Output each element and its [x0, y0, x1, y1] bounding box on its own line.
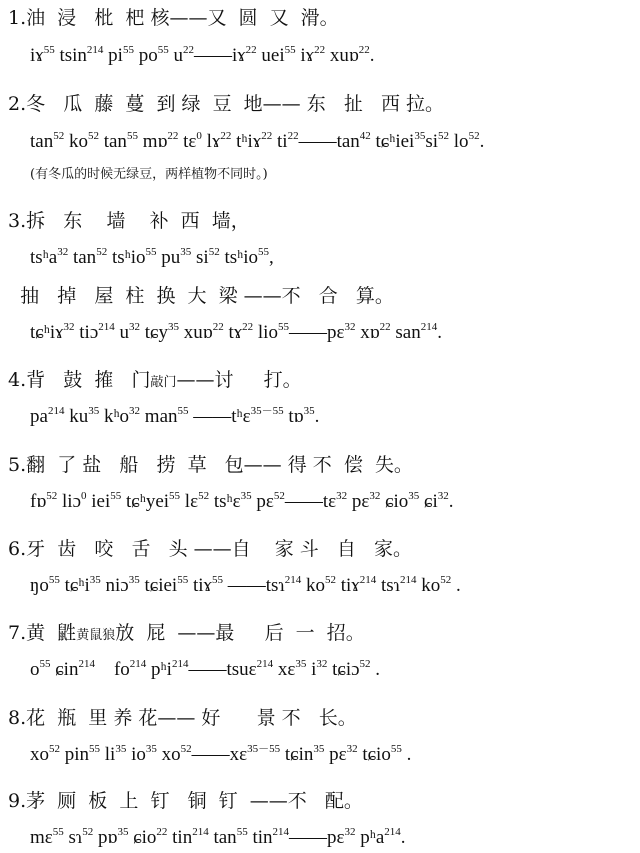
text-run: 放 屁 ——最 后 一 招。	[115, 622, 365, 644]
entry-ipa-line-2	[30, 321, 442, 345]
tone-number: 35	[168, 321, 179, 333]
tone-number: 55	[211, 574, 223, 586]
text-run: .	[400, 827, 406, 848]
text-run: pɛ	[251, 491, 274, 512]
tone-number: 52	[468, 130, 480, 142]
text-run: iei	[86, 491, 111, 512]
text-run: pin	[60, 744, 90, 765]
tone-number: 32	[346, 743, 358, 755]
tone-number: 52	[96, 246, 108, 258]
entry-chinese-line	[8, 92, 444, 116]
text-run: tiɤ	[335, 575, 360, 596]
tone-number: 22	[314, 44, 326, 56]
text-run: ɕi	[419, 491, 438, 512]
entry-ipa-line	[30, 405, 319, 429]
text-run: .	[451, 575, 461, 596]
tone-number: 55	[126, 130, 138, 142]
text-run: tɛ	[178, 131, 197, 152]
tone-number: 214	[129, 658, 147, 670]
text-run: ɕio	[128, 827, 157, 848]
text-run: tsʰio	[219, 247, 258, 268]
text-run: si	[191, 247, 209, 268]
text-run: lɤ	[201, 131, 221, 152]
tone-number: 32	[129, 405, 141, 417]
text-run: lo	[449, 131, 469, 152]
text-run: xuɒ	[179, 322, 213, 343]
tone-number: 55	[236, 826, 248, 838]
entry-ipa-line	[30, 658, 380, 682]
tone-number: 214	[171, 658, 189, 670]
text-run: tin	[247, 827, 273, 848]
tone-number: 214	[256, 658, 274, 670]
tone-number: 22	[358, 44, 370, 56]
text-run: ɕio	[380, 491, 409, 512]
text-run: ——iɤ	[193, 45, 246, 66]
tone-number: 22	[287, 130, 299, 142]
text-run: tiɤ	[188, 575, 212, 596]
text-run: tɕy	[140, 322, 168, 343]
tone-number: 52	[87, 130, 99, 142]
tone-number: 32	[369, 490, 381, 502]
entry-ipa-line	[30, 574, 461, 598]
tone-number: 52	[359, 658, 371, 670]
text-run: 8.花 瓶 里 养 花—— 好 景 不 长。	[8, 707, 357, 729]
text-run: tɕio	[357, 744, 391, 765]
tone-number: 52	[180, 743, 192, 755]
tone-number: 52	[440, 574, 452, 586]
entry-chinese-line	[8, 6, 339, 30]
text-run: io	[126, 744, 146, 765]
text-run: niɔ	[100, 575, 129, 596]
tone-number: 22	[156, 826, 168, 838]
tone-number: 35	[180, 246, 192, 258]
tone-number: 52	[49, 743, 60, 755]
inline-gloss: 黄鼠狼	[76, 628, 116, 643]
tone-number: 214	[86, 44, 104, 56]
tone-number: 55	[43, 44, 55, 56]
text-run: pʰi	[146, 659, 172, 680]
tone-number: 214	[384, 826, 401, 838]
text-run: ko	[64, 131, 88, 152]
tone-number: 214	[47, 405, 65, 417]
text-run: tsʰɛ	[209, 491, 241, 512]
text-run: .	[314, 406, 320, 427]
tone-number: 0	[196, 130, 202, 142]
tone-number: 55	[277, 321, 289, 333]
tone-number: 52	[324, 574, 336, 586]
text-run: tan	[68, 247, 97, 268]
tone-number: 35	[295, 658, 307, 670]
text-run: iɤ	[30, 45, 44, 66]
text-run: .	[370, 659, 381, 680]
tone-number: 35	[303, 405, 315, 417]
text-run: 4.背 鼓 搉 门	[8, 369, 151, 391]
text-run: mɒ	[137, 131, 168, 152]
tone-number: 35	[414, 130, 426, 142]
tone-number: 52	[438, 130, 450, 142]
tone-number: 214	[420, 321, 438, 333]
text-run: 1.油 浸 枇 杷 核——又 圆 又 滑。	[8, 7, 339, 29]
tone-number: 52	[46, 490, 58, 502]
tone-number: 32	[344, 321, 356, 333]
text-run: fo	[94, 659, 130, 680]
tone-number: 22	[220, 130, 232, 142]
entry-ipa-line	[30, 490, 454, 514]
tone-number: 55	[52, 826, 64, 838]
text-run: mɛ	[30, 827, 53, 848]
text-run: ti	[272, 131, 288, 152]
text-run: iɤ	[295, 45, 315, 66]
tone-number: 55	[390, 743, 402, 755]
text-run: .	[479, 131, 485, 152]
tone-number: 55	[122, 44, 134, 56]
inline-gloss: 敲门	[150, 375, 177, 390]
tone-number: 35	[240, 490, 252, 502]
text-run: 抽 掉 屋 柱 换 大 梁 ——不 合 算。	[8, 285, 394, 307]
text-run: 2.冬 瓜 藤 蔓 到 绿 豆 地—— 东 扯 西 拉。	[8, 93, 444, 115]
tone-number: 32	[129, 321, 141, 333]
tone-number: 32	[344, 826, 356, 838]
text-run: xo	[30, 744, 49, 765]
tone-number: 32	[316, 658, 328, 670]
text-run: ——tʰɛ	[188, 406, 251, 427]
text-run: ŋo	[30, 575, 49, 596]
text-run: ko	[416, 575, 441, 596]
tone-number: 214	[284, 574, 302, 586]
entry-ipa-line	[30, 130, 484, 154]
text-run: pa	[30, 406, 48, 427]
text-run: 9.茅 厕 板 上 钉 铜 钉 ——不 配。	[8, 790, 363, 812]
text-run: tɕiɔ	[327, 659, 360, 680]
text-run: fɒ	[30, 491, 47, 512]
text-run: tan	[30, 131, 54, 152]
tone-number: 55	[110, 490, 122, 502]
tone-number: 22	[182, 44, 194, 56]
text-run: u	[168, 45, 183, 66]
tone-number: 214	[399, 574, 417, 586]
tone-number: 32	[63, 321, 75, 333]
tone-number: 52	[82, 826, 94, 838]
tone-number: 55	[39, 658, 51, 670]
text-run: po	[133, 45, 158, 66]
entry-ipa-line	[30, 246, 274, 270]
tone-number: 55	[177, 405, 189, 417]
text-run: ——tsɿ	[222, 575, 285, 596]
text-run: 3.拆 东 墙 补 西 墙，	[8, 210, 250, 232]
tone-number: 55	[157, 44, 169, 56]
entry-chinese-line-2	[8, 284, 394, 308]
tone-number: 214	[272, 826, 289, 838]
entry-chinese-line	[8, 621, 365, 648]
text-run: 5.翻 了 盐 船 捞 草 包—— 得 不 偿 失。	[8, 454, 413, 476]
text-run: ——pɛ	[289, 827, 345, 848]
text-run: li	[100, 744, 116, 765]
text-run: u	[114, 322, 130, 343]
tone-number: 32	[336, 490, 348, 502]
tone-number: 22	[212, 321, 224, 333]
tone-number: 32	[437, 490, 449, 502]
tone-number: 52	[198, 490, 210, 502]
text-run: tɕʰyei	[121, 491, 170, 512]
tone-number: 32	[57, 246, 69, 258]
text-run: tɒ	[283, 406, 304, 427]
text-run: lio	[253, 322, 278, 343]
text-run: san	[390, 322, 421, 343]
text-run: ——pɛ	[288, 322, 345, 343]
text-run: ——tan	[298, 131, 360, 152]
tone-number: 214	[98, 321, 115, 333]
text-run: pu	[156, 247, 181, 268]
text-run: .	[369, 45, 375, 66]
text-run: ——xɛ	[191, 744, 248, 765]
text-run: 6.牙 齿 咬 舌 头 ——自 家 斗 自 家。	[8, 538, 413, 560]
text-run: xuɒ	[325, 45, 359, 66]
text-run: ko	[301, 575, 325, 596]
tone-number: 22	[379, 321, 391, 333]
text-run: 7.黄 鼪	[8, 622, 77, 644]
text-run: o	[30, 659, 40, 680]
text-run: xɛ	[273, 659, 296, 680]
text-run: tɕiei	[139, 575, 178, 596]
tone-number: 52	[273, 490, 285, 502]
entry-ipa-line	[30, 44, 375, 68]
entry-chinese-line	[8, 706, 357, 730]
tone-number: 214	[359, 574, 377, 586]
text-run: sɿ	[63, 827, 83, 848]
tone-number: 35	[115, 743, 127, 755]
tone-number: 55	[258, 246, 269, 258]
tone-number: 52	[208, 246, 220, 258]
text-run: pi	[103, 45, 123, 66]
tone-number: 35－55	[247, 743, 281, 755]
text-run: tin	[167, 827, 193, 848]
text-run: tan	[98, 131, 127, 152]
text-run: ——tsuɛ	[188, 659, 257, 680]
text-run: tɕʰiei	[370, 131, 415, 152]
tone-number: 22	[245, 44, 257, 56]
text-run: tan	[208, 827, 237, 848]
text-run: xo	[156, 744, 181, 765]
text-run: tʰiɤ	[231, 131, 262, 152]
tone-number: 35	[408, 490, 420, 502]
tone-number: 35	[145, 743, 157, 755]
text-run: ,	[269, 247, 274, 268]
text-run: tɤ	[223, 322, 243, 343]
tone-number: 55	[177, 574, 189, 586]
text-run: tɕʰiɤ	[30, 322, 64, 343]
tone-number: 35－55	[250, 405, 284, 417]
tone-number: 35	[313, 743, 325, 755]
text-run: uei	[256, 45, 285, 66]
entry-ipa-line	[30, 743, 411, 767]
entry-chinese-line	[8, 537, 412, 561]
text-run: tsin	[54, 45, 87, 66]
tone-number: 22	[167, 130, 179, 142]
entry-note: (有冬瓜的时候无绿豆，两样植物不同时。)	[30, 167, 268, 182]
text-run: ——讨 打。	[176, 369, 302, 391]
tone-number: 55	[89, 743, 101, 755]
text-run: si	[425, 131, 439, 152]
text-run: xɒ	[355, 322, 380, 343]
text-run: ku	[64, 406, 89, 427]
text-run: tɕin	[280, 744, 314, 765]
entry-chinese-line	[8, 368, 302, 395]
tone-number: 55	[145, 246, 157, 258]
tone-number: 35	[117, 826, 129, 838]
text-run: ɕin	[50, 659, 79, 680]
text-run: .	[401, 744, 412, 765]
text-run: pɛ	[347, 491, 370, 512]
text-run: pʰa	[355, 827, 385, 848]
text-run: tsɿ	[376, 575, 400, 596]
tone-number: 42	[359, 130, 371, 142]
text-run: i	[306, 659, 317, 680]
tone-number: 22	[261, 130, 273, 142]
entry-chinese-line	[8, 453, 413, 477]
text-run: kʰo	[99, 406, 130, 427]
entry-ipa-line	[30, 826, 406, 850]
tone-number: 55	[48, 574, 60, 586]
text-run: pɛ	[324, 744, 347, 765]
tone-number: 22	[242, 321, 254, 333]
entry-chinese-line	[8, 789, 363, 813]
text-run: tɕʰi	[59, 575, 90, 596]
tone-number: 214	[192, 826, 209, 838]
tone-number: 55	[169, 490, 181, 502]
text-run: .	[448, 491, 454, 512]
text-run: liɔ	[57, 491, 82, 512]
tone-number: 55	[284, 44, 296, 56]
tone-number: 0	[81, 490, 87, 502]
entry-chinese-line	[8, 209, 250, 233]
tone-number: 214	[78, 658, 95, 670]
tone-number: 35	[128, 574, 140, 586]
text-run: pɒ	[93, 827, 118, 848]
text-run: lɛ	[180, 491, 199, 512]
text-run: tsʰa	[30, 247, 58, 268]
text-run: .	[437, 322, 442, 343]
text-run: man	[140, 406, 178, 427]
tone-number: 52	[53, 130, 65, 142]
tone-number: 35	[88, 405, 100, 417]
text-run: tsʰio	[107, 247, 146, 268]
tone-number: 35	[89, 574, 101, 586]
text-run: ——tɛ	[284, 491, 337, 512]
text-run: tiɔ	[74, 322, 99, 343]
